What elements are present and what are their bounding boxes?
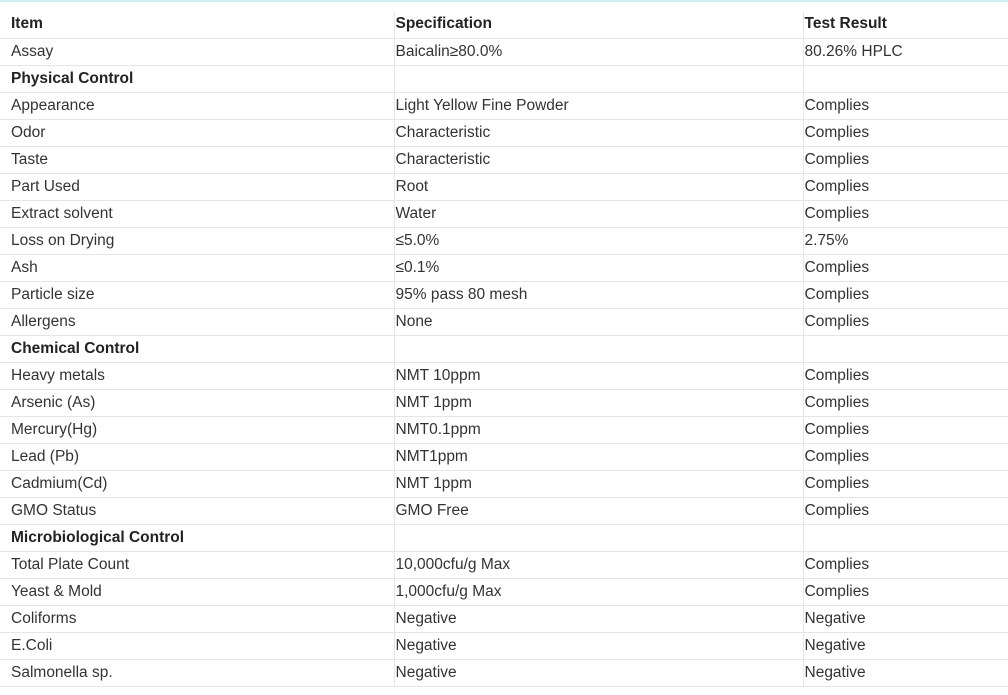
cell-item: Cadmium(Cd) bbox=[0, 470, 394, 497]
table-row bbox=[0, 146, 1008, 173]
cell-specification: Negative bbox=[394, 659, 803, 686]
cell-test-result: Complies bbox=[803, 470, 1008, 497]
table-row bbox=[0, 38, 1008, 65]
table-row bbox=[0, 173, 1008, 200]
cell-specification: Negative bbox=[394, 605, 803, 632]
cell-specification: Characteristic bbox=[394, 119, 803, 146]
cell-test-result: Negative bbox=[803, 659, 1008, 686]
cell-item: Particle size bbox=[0, 281, 394, 308]
cell-test-result: Complies bbox=[803, 119, 1008, 146]
cell-specification: Water bbox=[394, 200, 803, 227]
cell-specification: Light Yellow Fine Powder bbox=[394, 92, 803, 119]
table-row bbox=[0, 362, 1008, 389]
table-row bbox=[0, 497, 1008, 524]
cell-test-result: Complies bbox=[803, 416, 1008, 443]
cell-item: Extract solvent bbox=[0, 200, 394, 227]
cell-specification: 95% pass 80 mesh bbox=[394, 281, 803, 308]
cell-specification: Baicalin≥80.0% bbox=[394, 38, 803, 65]
cell-test-result bbox=[803, 65, 1008, 92]
table-row bbox=[0, 92, 1008, 119]
cell-test-result: Negative bbox=[803, 632, 1008, 659]
specification-table bbox=[0, 11, 1008, 687]
table-row bbox=[0, 551, 1008, 578]
cell-test-result: Complies bbox=[803, 200, 1008, 227]
header-specification: Specification bbox=[394, 11, 803, 38]
cell-specification: NMT 10ppm bbox=[394, 362, 803, 389]
cell-test-result bbox=[803, 335, 1008, 362]
table-row bbox=[0, 659, 1008, 686]
cell-item: Appearance bbox=[0, 92, 394, 119]
cell-item: Salmonella sp. bbox=[0, 659, 394, 686]
section-title: Microbiological Control bbox=[0, 524, 394, 551]
table-row bbox=[0, 308, 1008, 335]
table-header-row bbox=[0, 11, 1008, 38]
cell-test-result: Complies bbox=[803, 173, 1008, 200]
cell-item: Coliforms bbox=[0, 605, 394, 632]
section-row bbox=[0, 335, 1008, 362]
table-row bbox=[0, 632, 1008, 659]
table-row bbox=[0, 578, 1008, 605]
cell-item: Arsenic (As) bbox=[0, 389, 394, 416]
cell-item: GMO Status bbox=[0, 497, 394, 524]
cell-test-result: Negative bbox=[803, 605, 1008, 632]
cell-specification: Characteristic bbox=[394, 146, 803, 173]
cell-test-result: Complies bbox=[803, 308, 1008, 335]
section-row bbox=[0, 65, 1008, 92]
cell-specification: ≤0.1% bbox=[394, 254, 803, 281]
cell-item: Allergens bbox=[0, 308, 394, 335]
cell-item: Part Used bbox=[0, 173, 394, 200]
cell-test-result: Complies bbox=[803, 146, 1008, 173]
cell-specification: GMO Free bbox=[394, 497, 803, 524]
cell-test-result bbox=[803, 524, 1008, 551]
cell-specification: NMT0.1ppm bbox=[394, 416, 803, 443]
cell-item: Taste bbox=[0, 146, 394, 173]
cell-test-result: Complies bbox=[803, 497, 1008, 524]
cell-test-result: Complies bbox=[803, 281, 1008, 308]
cell-specification: NMT 1ppm bbox=[394, 389, 803, 416]
table-row bbox=[0, 605, 1008, 632]
cell-test-result: Complies bbox=[803, 92, 1008, 119]
cell-specification bbox=[394, 65, 803, 92]
table-body bbox=[0, 38, 1008, 686]
cell-test-result: Complies bbox=[803, 578, 1008, 605]
header-test-result: Test Result bbox=[803, 11, 1008, 38]
table-row bbox=[0, 254, 1008, 281]
cell-item: Lead (Pb) bbox=[0, 443, 394, 470]
cell-item: Heavy metals bbox=[0, 362, 394, 389]
cell-test-result: Complies bbox=[803, 443, 1008, 470]
cell-specification: NMT 1ppm bbox=[394, 470, 803, 497]
cell-specification: ≤5.0% bbox=[394, 227, 803, 254]
cell-item: Loss on Drying bbox=[0, 227, 394, 254]
cell-test-result: 80.26% HPLC bbox=[803, 38, 1008, 65]
top-divider bbox=[0, 0, 1008, 2]
cell-specification: NMT1ppm bbox=[394, 443, 803, 470]
cell-item: Ash bbox=[0, 254, 394, 281]
section-title: Physical Control bbox=[0, 65, 394, 92]
cell-specification: 1,000cfu/g Max bbox=[394, 578, 803, 605]
cell-specification: Negative bbox=[394, 632, 803, 659]
cell-test-result: Complies bbox=[803, 551, 1008, 578]
section-title: Chemical Control bbox=[0, 335, 394, 362]
table-row bbox=[0, 470, 1008, 497]
table-row bbox=[0, 443, 1008, 470]
table-row bbox=[0, 389, 1008, 416]
cell-item: E.Coli bbox=[0, 632, 394, 659]
cell-test-result: Complies bbox=[803, 389, 1008, 416]
cell-item: Odor bbox=[0, 119, 394, 146]
section-row bbox=[0, 524, 1008, 551]
table-row bbox=[0, 119, 1008, 146]
cell-specification bbox=[394, 524, 803, 551]
cell-item: Assay bbox=[0, 38, 394, 65]
cell-test-result: Complies bbox=[803, 254, 1008, 281]
table-row bbox=[0, 200, 1008, 227]
cell-specification: None bbox=[394, 308, 803, 335]
cell-specification bbox=[394, 335, 803, 362]
table-row bbox=[0, 227, 1008, 254]
header-item: Item bbox=[0, 11, 394, 38]
cell-test-result: Complies bbox=[803, 362, 1008, 389]
cell-item: Total Plate Count bbox=[0, 551, 394, 578]
cell-specification: 10,000cfu/g Max bbox=[394, 551, 803, 578]
cell-test-result: 2.75% bbox=[803, 227, 1008, 254]
cell-specification: Root bbox=[394, 173, 803, 200]
cell-item: Mercury(Hg) bbox=[0, 416, 394, 443]
cell-item: Yeast & Mold bbox=[0, 578, 394, 605]
table-row bbox=[0, 281, 1008, 308]
table-row bbox=[0, 416, 1008, 443]
